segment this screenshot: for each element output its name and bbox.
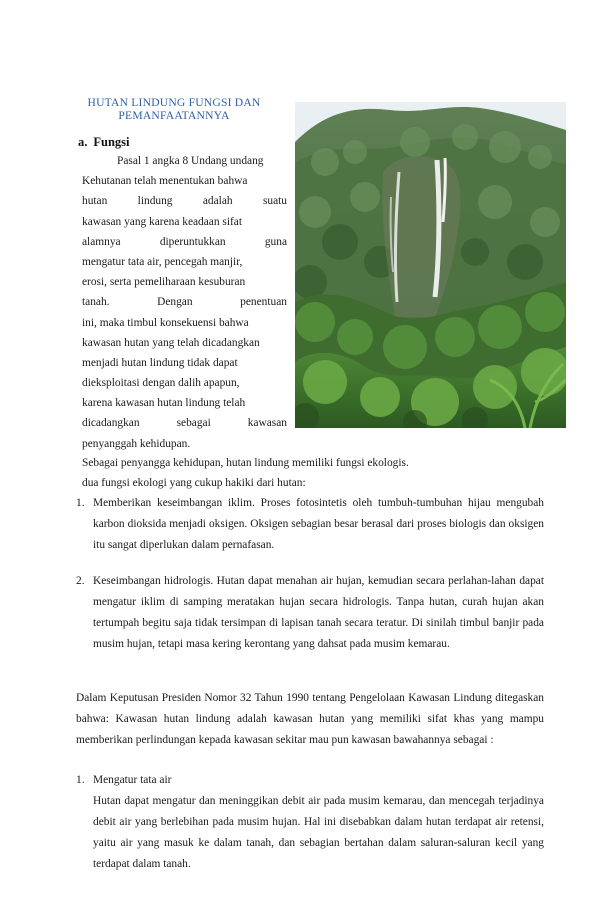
text-line: kawasan hutan yang telah dicadangkan	[82, 336, 260, 349]
ecology-function-list-2	[76, 571, 544, 655]
list-item-marker: 1.	[76, 497, 85, 509]
keppres-paragraph: Dalam Keputusan Presiden Nomor 32 Tahun 1990 tentang Pengelolaan Kawasan Lindung ditegaskan bahwa: Kawasan hutan lindung adalah kawasan hutan yang memiliki sifat khas yang mampu memberikan perlindungan kepada kawasan sekitar mau pun kawasan bawahannya sebagai :	[76, 692, 544, 746]
ecology-function-list	[76, 493, 544, 556]
section-a-title: Fungsi	[93, 135, 130, 149]
keppres-list-item	[76, 770, 544, 875]
text-line: tanah. Dengan penentuan	[82, 296, 287, 309]
list-item-marker: 2.	[76, 575, 85, 587]
text-line: dieksploitasi dengan dalih apapun,	[82, 377, 240, 390]
text-line: penyanggah kehidupan.	[82, 437, 191, 450]
title-line-2: PEMANFAATANNYA	[118, 109, 230, 122]
list-item	[76, 493, 544, 556]
text-line: dicadangkan sebagai kawasan	[82, 417, 287, 430]
list-item-text: Hutan dapat mengatur dan meninggikan debit air pada musim kemarau, dan mencegah terjadinya debit air yang berlebihan pada musim hujan. Hal ini disebabkan dalam hutan terdapat air retensi, yaitu air yang masuk ke dalam tanah, dan sebagian bertahan dalam saluran-saluran kecil yang terdapat dalam tanah.	[93, 795, 544, 870]
text-line: menjadi hutan lindung tidak dapat	[82, 356, 238, 369]
text-line: karena kawasan hutan lindung telah	[82, 397, 246, 410]
list-item-text: Keseimbangan hidrologis. Hutan dapat menahan air hujan, kemudian secara perlahan-lahan dapat mengatur iklim di samping meratakan hujan secara hidrologis. Tanpa hutan, curah hujan akan tertumpah begitu saja tidak tersimpan di lapisan tanah secara teratur. Di sinilah timbul banjir pada musim hujan, tetapi masa kering kerontang yang dahsat pada musim kemarau.	[93, 575, 544, 650]
text-line: mengatur tata air, pencegah manjir,	[82, 255, 243, 268]
text-line: Pasal 1 angka 8 Undang undang	[117, 155, 264, 167]
text-line: kawasan yang karena keadaan sifat	[82, 215, 243, 228]
text-line: Kehutanan telah menentukan bahwa	[82, 175, 248, 188]
list-item	[76, 571, 544, 655]
text-line: alamnya diperuntukkan guna	[82, 235, 287, 248]
forest-waterfall-photo	[295, 102, 566, 428]
left-column-text	[82, 151, 287, 454]
section-a-heading	[78, 135, 130, 150]
ecology-intro-line-2: dua fungsi ekologi yang cukup hakiki dari hutan:	[82, 477, 306, 489]
list-item-marker: 1.	[76, 774, 85, 786]
text-line: ini, maka timbul konsekuensi bahwa	[82, 316, 249, 329]
ecology-intro-line-1: Sebagai penyangga kehidupan, hutan lindung memiliki fungsi ekologis.	[82, 457, 409, 469]
list-item-text: Memberikan keseimbangan iklim. Proses fotosintetis oleh tumbuh-tumbuhan hijau mengubah karbon dioksida menjadi oksigen. Oksigen sebagian besar berasal dari proses biologis dan oksigen itu sangat diperlukan dalam pernafasan.	[93, 497, 544, 551]
title-line-1: HUTAN LINDUNG FUNGSI DAN	[87, 96, 261, 109]
section-a-marker: a.	[78, 135, 88, 149]
document-title	[68, 96, 280, 122]
list-item-heading: Mengatur tata air	[93, 774, 172, 786]
text-line: hutan lindung adalah suatu	[82, 195, 287, 208]
text-line: erosi, serta pemeliharaan kesuburan	[82, 276, 246, 289]
